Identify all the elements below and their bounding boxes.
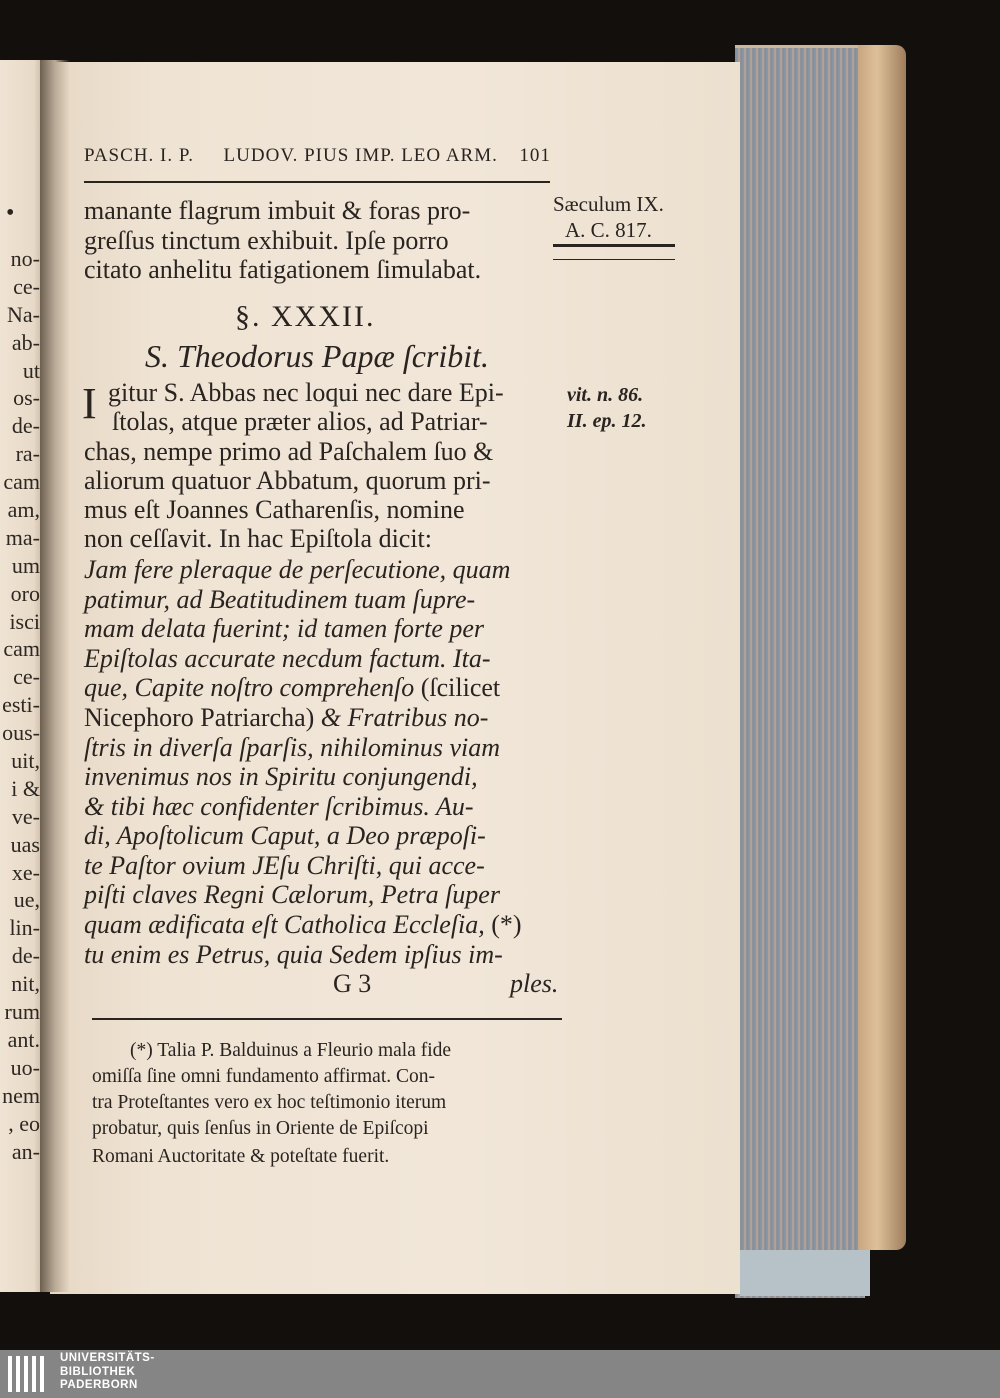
text-line: Epiſtolas accurate necdum factum. Ita- (84, 644, 491, 673)
footnote-line: probatur, quis ſenſus in Oriente de Epiſcopi (92, 1118, 429, 1139)
text-span: quam ædificata eſt Catholica Eccleſia, (84, 910, 485, 939)
gutter-shadow (40, 60, 70, 1292)
footnote-rule (92, 1018, 562, 1020)
left-page-fragment: rum (4, 999, 40, 1025)
header-rule (84, 181, 550, 183)
text-line: piſti claves Regni Cælorum, Petra ſuper (84, 880, 500, 909)
text-line (84, 703, 488, 733)
library-footer (0, 1350, 1000, 1398)
running-header (84, 145, 550, 167)
footnote-line: Romani Auctoritate & poteſtate fuerit. (92, 1146, 390, 1167)
left-page-fragment: uas (10, 831, 40, 857)
margin-ref-vit: vit. n. 86. (567, 384, 644, 406)
left-page-fragment: no- (10, 246, 40, 271)
text-line: di, Apoſtolicum Caput, a Deo præpoſi- (84, 821, 486, 850)
text-line: non ceſſavit. In hac Epiſtola dicit: (84, 524, 433, 553)
left-page-fragment: nit, (11, 971, 40, 997)
page-edges-bottom (740, 1250, 870, 1296)
text-line (84, 673, 500, 703)
catchword: ples. (510, 969, 559, 998)
text-line: ſtris in diverſa ſparſis, nihilominus viam (84, 733, 501, 762)
left-page-fragment: an- (11, 1138, 40, 1164)
text-span: (ſcilicet (414, 673, 501, 702)
left-page-fragment: , eo (8, 1110, 40, 1136)
left-page-fragment: ue, (13, 887, 40, 913)
text-line: patimur, ad Beatitudinem tuam ſupre- (84, 585, 476, 614)
text-span: Nicephoro Patriarcha) (84, 703, 321, 732)
text-line: & tibi hæc confidenter ſcribimus. Au- (84, 792, 474, 821)
header-center: LUDOV. PIUS IMP. LEO ARM. (223, 145, 498, 166)
left-page-fragment: ab- (11, 329, 40, 355)
left-page-fragment: um (11, 552, 40, 578)
text-line: greſſus tinctum exhibuit. Ipſe porro (84, 226, 449, 255)
text-line: ſtolas, atque præter alios, ad Patriar- (112, 407, 488, 436)
left-page-fragment: xe- (11, 859, 40, 885)
left-page-fragment: uit, (11, 748, 40, 774)
left-page-fragment: i & (11, 775, 40, 801)
footnote-line: (*) Talia P. Balduinus a Fleurio mala fide (130, 1040, 452, 1061)
library-name-line: UNIVERSITÄTS- (60, 1352, 155, 1364)
drop-capital: I (82, 379, 97, 428)
left-page-fragment: ce- (13, 273, 40, 299)
left-page-fragment: ous- (2, 720, 40, 746)
section-subtitle: S. Theodorus Papæ ſcribit. (145, 338, 490, 374)
left-page-fragment: Na- (7, 301, 40, 327)
text-line: tu enim es Petrus, quia Sedem ipſius im- (84, 940, 503, 969)
text-span: (*) (484, 910, 522, 939)
margin-year: A. C. 817. (565, 218, 652, 242)
left-page-fragment: am, (7, 497, 40, 523)
left-page-fragment: uo- (10, 1054, 40, 1080)
left-page-fragments (0, 245, 40, 1165)
signature-mark: G 3 (333, 969, 372, 998)
left-page-fragment: ra- (15, 441, 40, 467)
left-page-fragment: ut (22, 357, 40, 383)
left-page-fragment: ant. (7, 1026, 40, 1052)
left-page-fragment: os- (13, 385, 40, 411)
library-name-line: BIBLIOTHEK (60, 1365, 136, 1378)
library-name (60, 1352, 155, 1393)
page-edges (735, 48, 865, 1298)
text-span: que, Capite noſtro comprehenſo (84, 673, 415, 702)
text-line (84, 910, 522, 940)
text-line: chas, nempe primo ad Paſchalem ſuo & (84, 437, 494, 466)
left-page-fragment: esti- (2, 692, 40, 718)
text-line: mam delata fuerint; id tamen forte per (84, 614, 485, 643)
text-line: citato anhelitu fatigationem ſimulabat. (84, 255, 482, 284)
margin-saeculum: Sæculum IX. (553, 192, 664, 216)
text-line: te Paſtor ovium JEſu Chriſti, qui acce- (84, 851, 485, 880)
left-page-fragment: isci (9, 608, 40, 634)
left-page-fragment: ce- (13, 664, 40, 690)
text-line: invenimus nos in Spiritu conjungendi, (84, 762, 478, 791)
left-page-fragment: cam (3, 469, 40, 495)
text-span: & Fratribus no- (320, 703, 489, 732)
text-line: Jam fere pleraque de perſecutione, quam (84, 555, 511, 584)
text-line: gitur S. Abbas nec loqui nec dare Epi- (108, 378, 504, 407)
left-page-fragment: nem (2, 1082, 40, 1108)
footnote-line: omiſſa ſine omni fundamento affirmat. Con- (92, 1066, 435, 1087)
footnote-line: tra Proteſtantes vero ex hoc teſtimonio iterum (92, 1092, 447, 1113)
left-page-fragment: oro (10, 580, 40, 606)
section-heading: §. XXXII. (235, 300, 376, 333)
left-page-fragment: de- (11, 413, 40, 439)
left-page-fragment: lin- (9, 915, 40, 941)
library-name-line: PADERBORN (60, 1379, 138, 1391)
text-line: mus eſt Joannes Catharenſis, nomine (84, 495, 465, 524)
left-page-fragment: cam (3, 636, 40, 662)
margin-rule-1 (553, 244, 675, 247)
library-logo-icon (8, 1356, 50, 1392)
left-page-fragment: ve- (11, 803, 40, 829)
header-left: PASCH. I. P. (84, 145, 195, 166)
text-line: aliorum quatuor Abbatum, quorum pri- (84, 466, 491, 495)
text-line: manante flagrum imbuit & foras pro- (84, 196, 471, 225)
margin-ref-ep: II. ep. 12. (567, 410, 647, 432)
page-number: 101 (519, 145, 551, 166)
left-page-dot: • (6, 200, 15, 226)
margin-rule-2 (553, 259, 675, 260)
left-page-fragment: ma- (5, 524, 40, 550)
book-cover-edge (858, 45, 906, 1250)
left-page-fragment: de- (11, 943, 40, 969)
